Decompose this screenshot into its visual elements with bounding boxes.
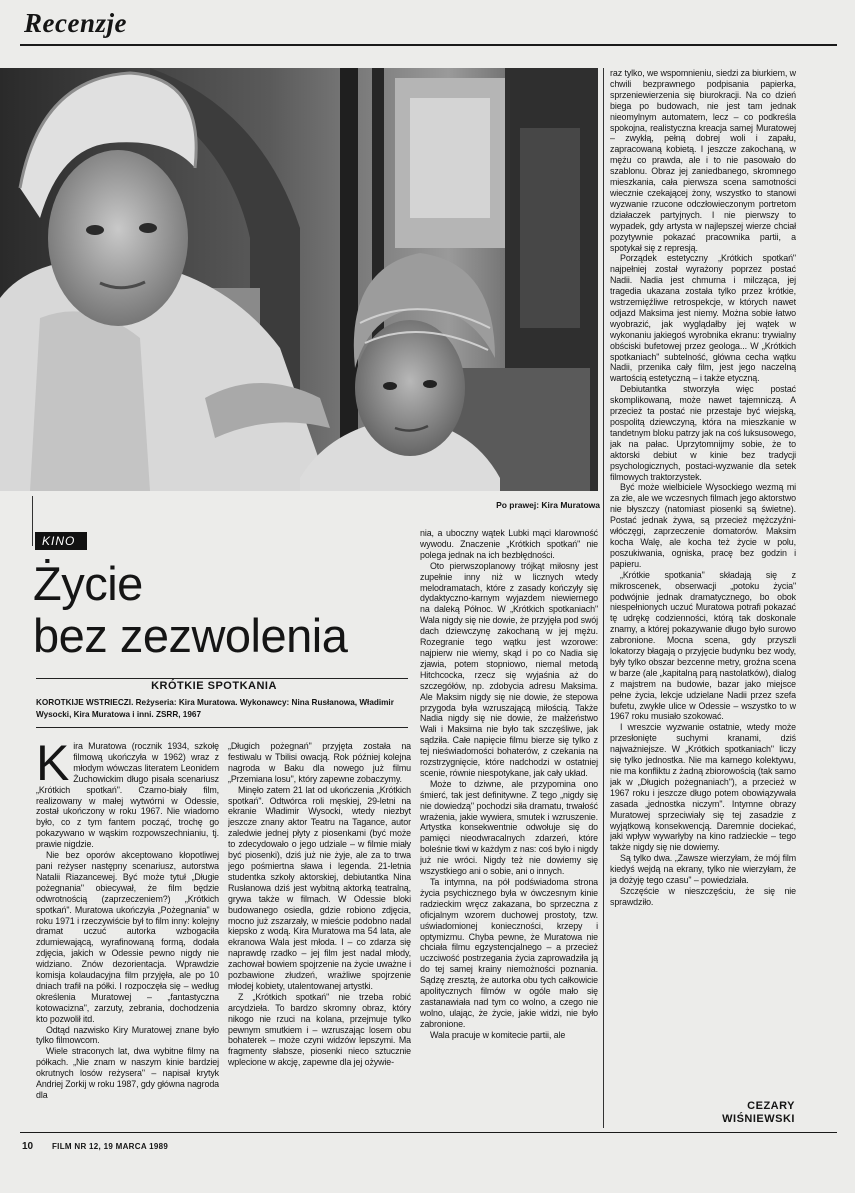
paragraph: Porządek estetyczny „Krótkich spotkań" najpełniej został wyrażony poprzez postać Nadii. Nadia jest chmurna i milcząca, jej tragedia ukazana została tylko przez krótkie, wstrzemięźliwe retrospekcje, w których nawet odjazd Maksima jest niemy. Można sobie łatwo wyobrazić, jak wyglądałby jej wątek w wykonaniu jakiegoś wyrobnika ekranu: trywialny obściski bufetowej przez geologa... W „Krótkich spotkaniach" subtelność, główna cecha wątku Nadii, przenika cały film, jest jego naczelną wartością estetyczną – i także etyczną. — [610, 253, 796, 384]
paragraph: Być może wielbiciele Wysockiego wezmą mi za złe, ale we wczesnych filmach jego aktorstwo nie błyszczy (natomiast piosenki są świetne). Postać jednak żywa, są przecież mężczyźni-włóczęgi, zaprzeczenie domatorów. Maksim kocha Walę, ale kocha też życie w polu, poszukiwania, ogniska, pracę bez godzin i papieru. — [610, 482, 796, 569]
paragraph: Minęło zatem 21 lat od ukończenia „Krótkich spotkań". Odtwórca roli męskiej, 29-letni na ekranie Władimir Wysocki, wtedy niezbyt jeszcze znany aktor Teatru na Tagance, autor zaledwie jednej płyty z piosenkami (być może to zdecydowało o jego udziale – w filmie miały być piosenki), dziś już nie żyje, ale za to trwa jego pośmiertna sława i legenda. 21-letnia studentka szkoły aktorskiej, debiutantka Nina Rusłanowa dziś jest wybitną aktorką teatralną, grywa także w filmach. W Odessie bloki budowanego osiedla, gdzie robiono zdjęcia, mocno już zszarzały, w mieście podobno nadal kiepsko z wodą. Kira Muratowa ma 54 lata, ale ekranowa Wala jest młoda. I – co zdarza się naprawdę rzadko – jej film jest nadal młody, zachował bowiem spojrzenie na życie uważne i pozbawione złudzeń, wrażliwe spojrzenie młodej kobiety, utalentowanej artystki. — [228, 784, 411, 991]
paragraph: Są tylko dwa. „Zawsze wierzyłam, że mój film kiedyś wejdą na ekrany, tylko nie wierzyłam, że ja dożyję tego czasu" – powiedziała. — [610, 853, 796, 886]
section-tag: KINO — [35, 532, 87, 550]
column-divider-small — [32, 496, 33, 546]
film-credits: KOROTKIJE WSTRIECZI. Reżyseria: Kira Muratowa. Wykonawcy: Nina Rusłanowa, Władimir Wysocki, Kira Muratowa i inni. ZSRR, 1967 — [36, 698, 394, 719]
credits-rule — [36, 727, 408, 728]
paragraph: I wreszcie wyzwanie ostatnie, wtedy może przesłonięte suchymi kranami, dziś najważniejsze. W „Krótkich spotkaniach" liczy się tylko jednostka. Nie ma karnego kolektywu, nie ma konfliktu z żadną zbiorowością (tak samo jak w „Długich pożegnaniach"), a przecież w 1967 roku i jeszcze długo potem obowiązywała zasada „jednostka niczym". Intymne obrazy Muratowej sprzeciwiały się tej zasadzie z wyjątkową konsekwencją. Daremnie dociekać, jaki wpływ wywarłyby na kino radzieckie – tego także nigdy się nie dowiemy. — [610, 722, 796, 853]
footer-rule — [20, 1132, 837, 1133]
photo-caption: Po prawej: Kira Muratowa — [496, 500, 600, 510]
issue-info: FILM NR 12, 19 MARCA 1989 — [52, 1142, 169, 1151]
paragraph: Debiutantka stworzyła więc postać skomplikowaną, może nawet tajemniczą. A przecież ta postać nie przestaje być wiejską, pospolitą dziewczyną, która na mieszkanie w tandetnym bloku patrzy jak na coś luksusowego, jak na pałac. Uprzytomnijmy sobie, że to aktorski debiut w kinie bez tradycji psychologicznych, postaci-wyzwanie dla setek filmowych traktorzystek. — [610, 384, 796, 482]
drop-cap: K — [36, 741, 70, 791]
headline-line-2: bez zezwolenia — [33, 609, 348, 662]
paragraph: Szczęście w nieszczęściu, że się nie sprawdziło. — [610, 885, 796, 907]
text-column-1 — [36, 741, 219, 1121]
paragraph: Nie bez oporów akceptowano kłopotliwej pani reżyser następny scenariusz, autorstwa Natalii Riazancewej. Być może tytuł „Długie pożegnania" obiecywał, że film będzie odwrotnością (zaprzeczeniem?) „Krótkich spotkań". Muratowa ukończyła „Pożegnania" w roku 1971 i rzeczywiście był to film inny: kolejny dramat uczuć autorka wzbogaciła zdumiewającą, wyrafinowaną formą, dodała zdjęcia, jakich w Odessie pewno nigdy nie widziano. Znów dezorientacja. Wprawdzie komisja kolaudacyjna film przyjęła, ale po 10 dniach trafił na półki. I rozpoczęła się – według określenia Muratowej – „fantastyczna kotowacizna", zarzuty, zebrania, dochodzenia kto pozwolił itd. — [36, 850, 219, 1024]
article-headline — [33, 558, 393, 662]
paragraph: Wala pracuje w komitecie partii, ale — [430, 1029, 566, 1040]
header-rule — [20, 44, 837, 46]
paragraph: Oto pierwszoplanowy trójkąt miłosny jest zupełnie inny niż w licznych wtedy melodramatach, które z zasady kończyły się dydaktyczno-karnym wyjazdem niewiernego na daleką Północ. W „Krótkich spotkaniach" Wala nigdy się nie dowie, że przyjęła pod swój dach dziewczynę zakochaną w jej mężu. Rozegranie tego wątku jest wzorowe: najpierw nie wiemy, skąd i po co Nadia się zjawia, potem stopniowo, niemal metodą Hitchcocka, rzecz się wyjaśnia aż do szczegółów, np. zdobycia adresu Maksima. Ale Maksim nigdy się nie dowie, że stepowa przygoda była wzruszającą miłością. Także Nadia nigdy się nie dowie, że małżeństwo Wali i Maksima nie było tak szczęśliwe, jak sądziła. Całe napięcie filmu bierze się tylko z tej nieświadomości bohaterów, z czekania na rozstrzygnięcie, które nadchodzi w ostatniej scenie, równie niespotykane, jak cały układ. — [420, 560, 598, 778]
review-title-rule — [36, 678, 408, 679]
film-still-photo — [0, 68, 598, 491]
page-number: 10 — [22, 1141, 34, 1152]
text-column-4 — [610, 68, 796, 1108]
author-byline — [690, 1100, 795, 1126]
paragraph: Może to dziwne, ale przypomina ono śmierć, tak jest definitywne. Z tego „nigdy się nie dowiedzą" pochodzi siła dramatu, trwałość wrażenia, jakie wywiera, smutek i wzruszenie. Artystka konsekwentnie odwołuje się do pamięci nieodwracalnych zdarzeń, które boleśnie tkwi w każdym z nas: coś było i nigdy już nie wróci. Nigdy też nie dowiemy się wszystkiego ani o sobie, ani o innych. — [420, 778, 598, 877]
paragraph: Ta intymna, na pół podświadoma strona życia psychicznego była w ówczesnym kinie radzieckim wręcz zakazana, bo sprzeczna z oficjalnym wzorem duchowej prostoty, tzw. uświadomionej konieczności, krzepy i optymizmu. Chyba pewne, że Muratowa nie chciała filmu egzystencjalnego – a przecież uczciwość postrzegania życia zaprowadziła ją do tej samej krainy niemożności poznania. Sądzę zresztą, że autorka obu tych całkowicie apolitycznych filmów w ogóle mało się zastanawiała nad tym co wolno, a czego nie wolno, ulając, że życie, jakie widzi, nie było zabronione. — [420, 877, 598, 1029]
text-column-3 — [420, 528, 598, 1128]
section-title: Recenzje — [24, 8, 127, 38]
paragraph: nia, a uboczny wątek Lubki mąci klarowność wywodu. Znaczenie „Krótkich spotkań" nie polega jednak na ich bezbłędności. — [420, 528, 598, 560]
text-column-2 — [228, 741, 411, 1121]
paragraph: Odtąd nazwisko Kiry Muratowej znane było tylko filmowcom. — [36, 1024, 219, 1046]
review-title: KRÓTKIE SPOTKANIA — [151, 680, 277, 692]
paragraph: ira Muratowa (rocznik 1934, szkołę filmową ukończyła w 1962) wraz z młodym wówczas literatem Leonidem Żuchowickim długo pisała scenariusz „Krótkich spotkań". Czarno-biały film, realizowany w małej wytwórni w Odessie, został ukończony w roku 1967. Nie wiadomo było, co z tym fantem począć, trochę go pokazywano w wąskim rozpowszechnianiu, tj. prawie nigdzie. — [36, 741, 219, 850]
paragraph: „Krótkie spotkania" składają się z mikroscenek, obserwacji „potoku życia" podwójnie jednak dramatycznego, bo obok niespełnionych uczuć Muratowa potrafi pokazać tę udrękę codzienności, którą tak doskonale znamy, a której pokazywanie długo było surowo zabronione. Mocna scena, gdy przyszli lokatorzy błagają o przyjęcie budynku bez wody, były tylko obszar bezcenne metry, groźna scena w barze (ale „kapitalną parą nastolatków), dialog z majstrem na budowie, bazar jako miejsce pełne życia, lekcje udzielane Nadii przez szefa bufetu, zwykłe ulice w Odessie – wszystko to w 1967 roku musiało szokować. — [610, 569, 796, 722]
paragraph: „Długich pożegnań" przyjęta została na festiwalu w Tbilisi owacją. Rok później kolejna nagroda w Baku dla nowego już filmu „Przemiana losu", który zapewne zobaczymy. — [228, 741, 411, 784]
paragraph: Z „Krótkich spotkań" nie trzeba robić arcydzieła. To bardzo skromny obraz, który nikogo nie rzuci na kolana, przejmuje tylko pewnym smutkiem i – wzruszając losem obu bohaterek – może czyni widzów lepszymi. Ma fragmenty słabsze, piosenki nieco sztucznie wplecione w akcję, zapewne dla jej ożywie- — [228, 991, 411, 1068]
paragraph: raz tylko, we wspomnieniu, siedzi za biurkiem, w chwili bezprawnego podpisania papierka, sprzeniewierzenia się biurokracji. Na co dzień biega po budowach, nie jest tam jednak nieomylnym automatem, lecz – co podkreśla spokojna, realistyczna kreacja samej Muratowej – zwykłą, pełną dobrej woli i zapału, zapracowaną kobietą. I jeszcze zakochaną, w mężu co prawda, ale i to nie pasowało do szablonu. Obraz jej zaniedbanego, skromnego mieszkania, cała pierwsza scena samotności wiecznie czekającej żony, wszystko to stanowi wyzwanie rzucone odczłowieczonym portretom działaczek partyjnych. I nie pierwszy to wypadek, gdy artysta w najlepszej wierze chciał pozytywnie pokazać pracownika partii, a spotykał się z represją. — [610, 68, 796, 253]
paragraph: Wiele straconych lat, dwa wybitne filmy na półkach. „Nie znam w naszym kinie bardziej okrutnych losów reżysera" – napisał krytyk Andriej Zorkij w roku 1987, gdy główna nagroda dla — [36, 1046, 219, 1100]
author-last-name: WIŚNIEWSKI — [722, 1113, 795, 1125]
column-divider — [603, 68, 604, 1128]
author-first-name: CEZARY — [747, 1100, 795, 1112]
headline-line-1: Życie — [33, 557, 143, 610]
